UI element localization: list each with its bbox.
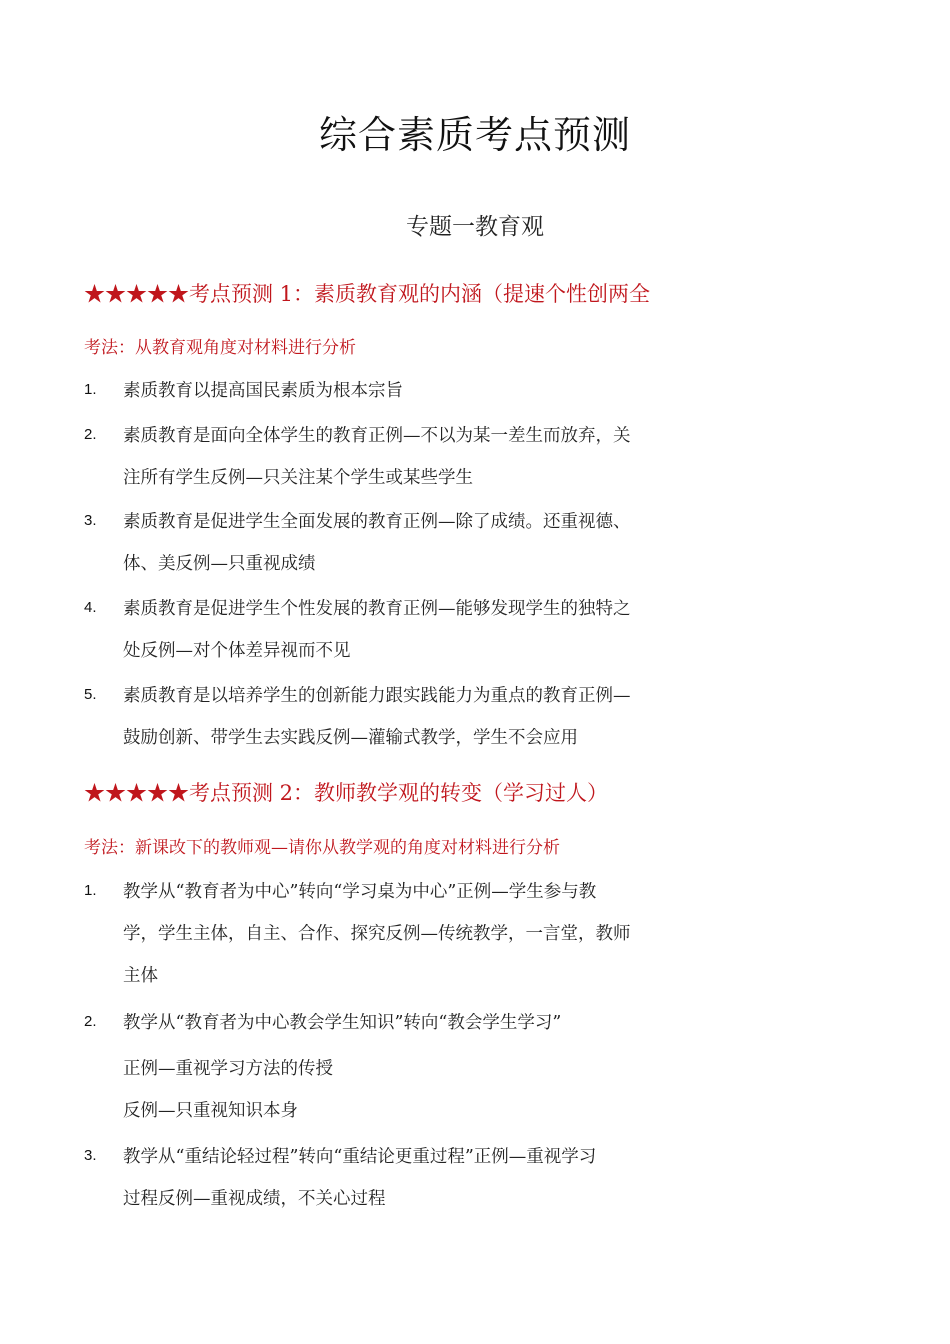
section-2-heading-text: 考点预测 2：教师教学观的转变（学习过人）	[189, 781, 609, 805]
list-item-text: 教学从“教育者为中心教会学生知识”转向“教会学生学习”	[123, 1013, 562, 1033]
star-rating-icon: ★★★★★	[84, 282, 189, 306]
list-item-text: 处反例—对个体差异视而不见	[123, 641, 351, 661]
list-item-number: 2.	[84, 1013, 97, 1030]
section-2-method: 考法：新课改下的教师观—请你从教学观的角度对材料进行分析	[84, 838, 560, 858]
section-1-method: 考法：从教育观角度对材料进行分析	[84, 338, 356, 358]
document-subtitle: 专题一教育观	[406, 214, 544, 240]
list-item-text: 主体	[123, 966, 158, 986]
list-item-text: 素质教育是面向全体学生的教育正例—不以为某一差生而放弃，关	[123, 426, 631, 446]
list-item-text: 素质教育是促进学生个性发展的教育正例—能够发现学生的独特之	[123, 599, 631, 619]
list-item-number: 2.	[84, 426, 97, 443]
list-item-number: 1.	[84, 882, 97, 899]
list-item-text: 教学从“教育者为中心”转向“学习桌为中心”正例—学生参与教	[123, 882, 597, 902]
list-item-text: 素质教育是以培养学生的创新能力跟实践能力为重点的教育正例—	[123, 686, 631, 706]
section-2-heading	[84, 777, 608, 807]
list-item-text: 学，学生主体，自主、合作、探究反例—传统教学，一言堂，教师	[123, 924, 631, 944]
list-item-number: 4.	[84, 599, 97, 616]
list-item-number: 1.	[84, 381, 97, 398]
star-rating-icon: ★★★★★	[84, 781, 189, 805]
section-1-heading-text: 考点预测 1：素质教育观的内涵（提速个性创两全	[189, 282, 651, 306]
list-item-text: 素质教育是促进学生全面发展的教育正例—除了成绩。还重视德、	[123, 512, 631, 532]
list-item-number: 3.	[84, 1147, 97, 1164]
list-item-text: 过程反例—重视成绩，不关心过程	[123, 1189, 386, 1209]
list-item-number: 5.	[84, 686, 97, 703]
section-1-heading	[84, 278, 650, 308]
list-item-text: 教学从“重结论轻过程”转向“重结论更重过程”正例—重视学习	[123, 1147, 597, 1167]
list-item-text: 正例—重视学习方法的传授	[123, 1059, 333, 1079]
list-item-number: 3.	[84, 512, 97, 529]
list-item-text: 鼓励创新、带学生去实践反例—灌输式教学，学生不会应用	[123, 728, 578, 748]
list-item-text: 素质教育以提高国民素质为根本宗旨	[123, 381, 403, 401]
list-item-text: 反例—只重视知识本身	[123, 1101, 298, 1121]
document-title: 综合素质考点预测	[318, 113, 631, 157]
list-item-text: 注所有学生反例—只关注某个学生或某些学生	[123, 468, 473, 488]
list-item-text: 体、美反例—只重视成绩	[123, 554, 316, 574]
